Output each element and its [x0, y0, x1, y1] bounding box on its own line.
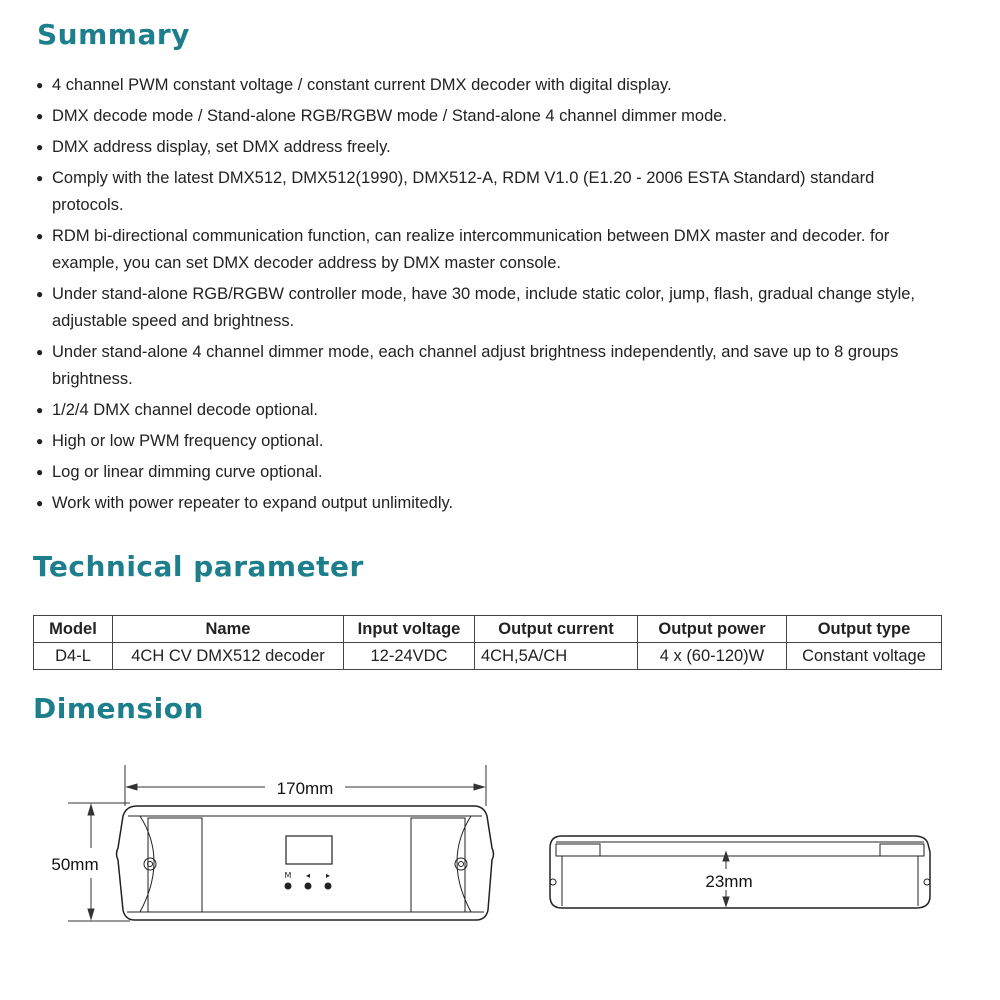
cell-input-voltage: 12-24VDC	[344, 643, 475, 670]
button-label-left: ◂	[305, 871, 311, 880]
length-label: 170mm	[276, 779, 334, 798]
summary-item: ● Comply with the latest DMX512, DMX512(1990), DMX512-A, RDM V1.0 (E1.20 - 2006 ESTA Standard) standard protocols.	[36, 165, 922, 219]
decoder-front-view	[117, 806, 494, 920]
summary-item: ● 1/2/4 DMX channel decode optional.	[36, 397, 976, 424]
header-output-type: Output type	[787, 616, 942, 643]
depth-label: 23mm	[705, 872, 753, 891]
technical-heading: Technical parameter	[33, 550, 364, 583]
summary-item: ● 4 channel PWM constant voltage / constant current DMX decoder with digital display.	[36, 72, 976, 99]
summary-item: ● DMX address display, set DMX address freely.	[36, 134, 976, 161]
button-right	[325, 883, 332, 890]
cell-output-type: Constant voltage	[787, 643, 942, 670]
summary-item: ● High or low PWM frequency optional.	[36, 428, 976, 455]
header-output-power: Output power	[638, 616, 787, 643]
dimension-heading: Dimension	[33, 692, 204, 725]
summary-list	[36, 72, 976, 521]
summary-item: ● Work with power repeater to expand output unlimitedly.	[36, 490, 976, 517]
technical-table	[33, 615, 942, 670]
cell-model: D4-L	[34, 643, 113, 670]
height-label: 50mm	[51, 855, 99, 874]
dimension-drawing	[0, 740, 1000, 940]
header-model: Model	[34, 616, 113, 643]
summary-heading: Summary	[37, 18, 190, 51]
button-label-right: ▸	[325, 871, 331, 880]
cell-output-power: 4 x (60-120)W	[638, 643, 787, 670]
display-window	[286, 836, 332, 864]
summary-item: ● RDM bi-directional communication function, can realize intercommunication between DMX master and decoder. for example, you can set DMX decoder address by DMX master console.	[36, 223, 922, 277]
summary-item: ● Under stand-alone 4 channel dimmer mode, each channel adjust brightness independently, and save up to 8 groups brightness.	[36, 339, 952, 393]
header-output-current: Output current	[475, 616, 638, 643]
table-header-row	[34, 616, 942, 643]
table-row	[34, 643, 942, 670]
cell-name: 4CH CV DMX512 decoder	[113, 643, 344, 670]
header-input-voltage: Input voltage	[344, 616, 475, 643]
summary-item: ● Under stand-alone RGB/RGBW controller mode, have 30 mode, include static color, jump, flash, gradual change style, adjustable speed and brightness.	[36, 281, 932, 335]
control-buttons	[285, 871, 332, 890]
header-name: Name	[113, 616, 344, 643]
summary-item: ● Log or linear dimming curve optional.	[36, 459, 976, 486]
button-left	[305, 883, 312, 890]
summary-item: ● DMX decode mode / Stand-alone RGB/RGBW mode / Stand-alone 4 channel dimmer mode.	[36, 103, 976, 130]
cell-output-current: 4CH,5A/CH	[475, 643, 638, 670]
button-label-m: M	[284, 871, 292, 880]
button-m	[285, 883, 292, 890]
